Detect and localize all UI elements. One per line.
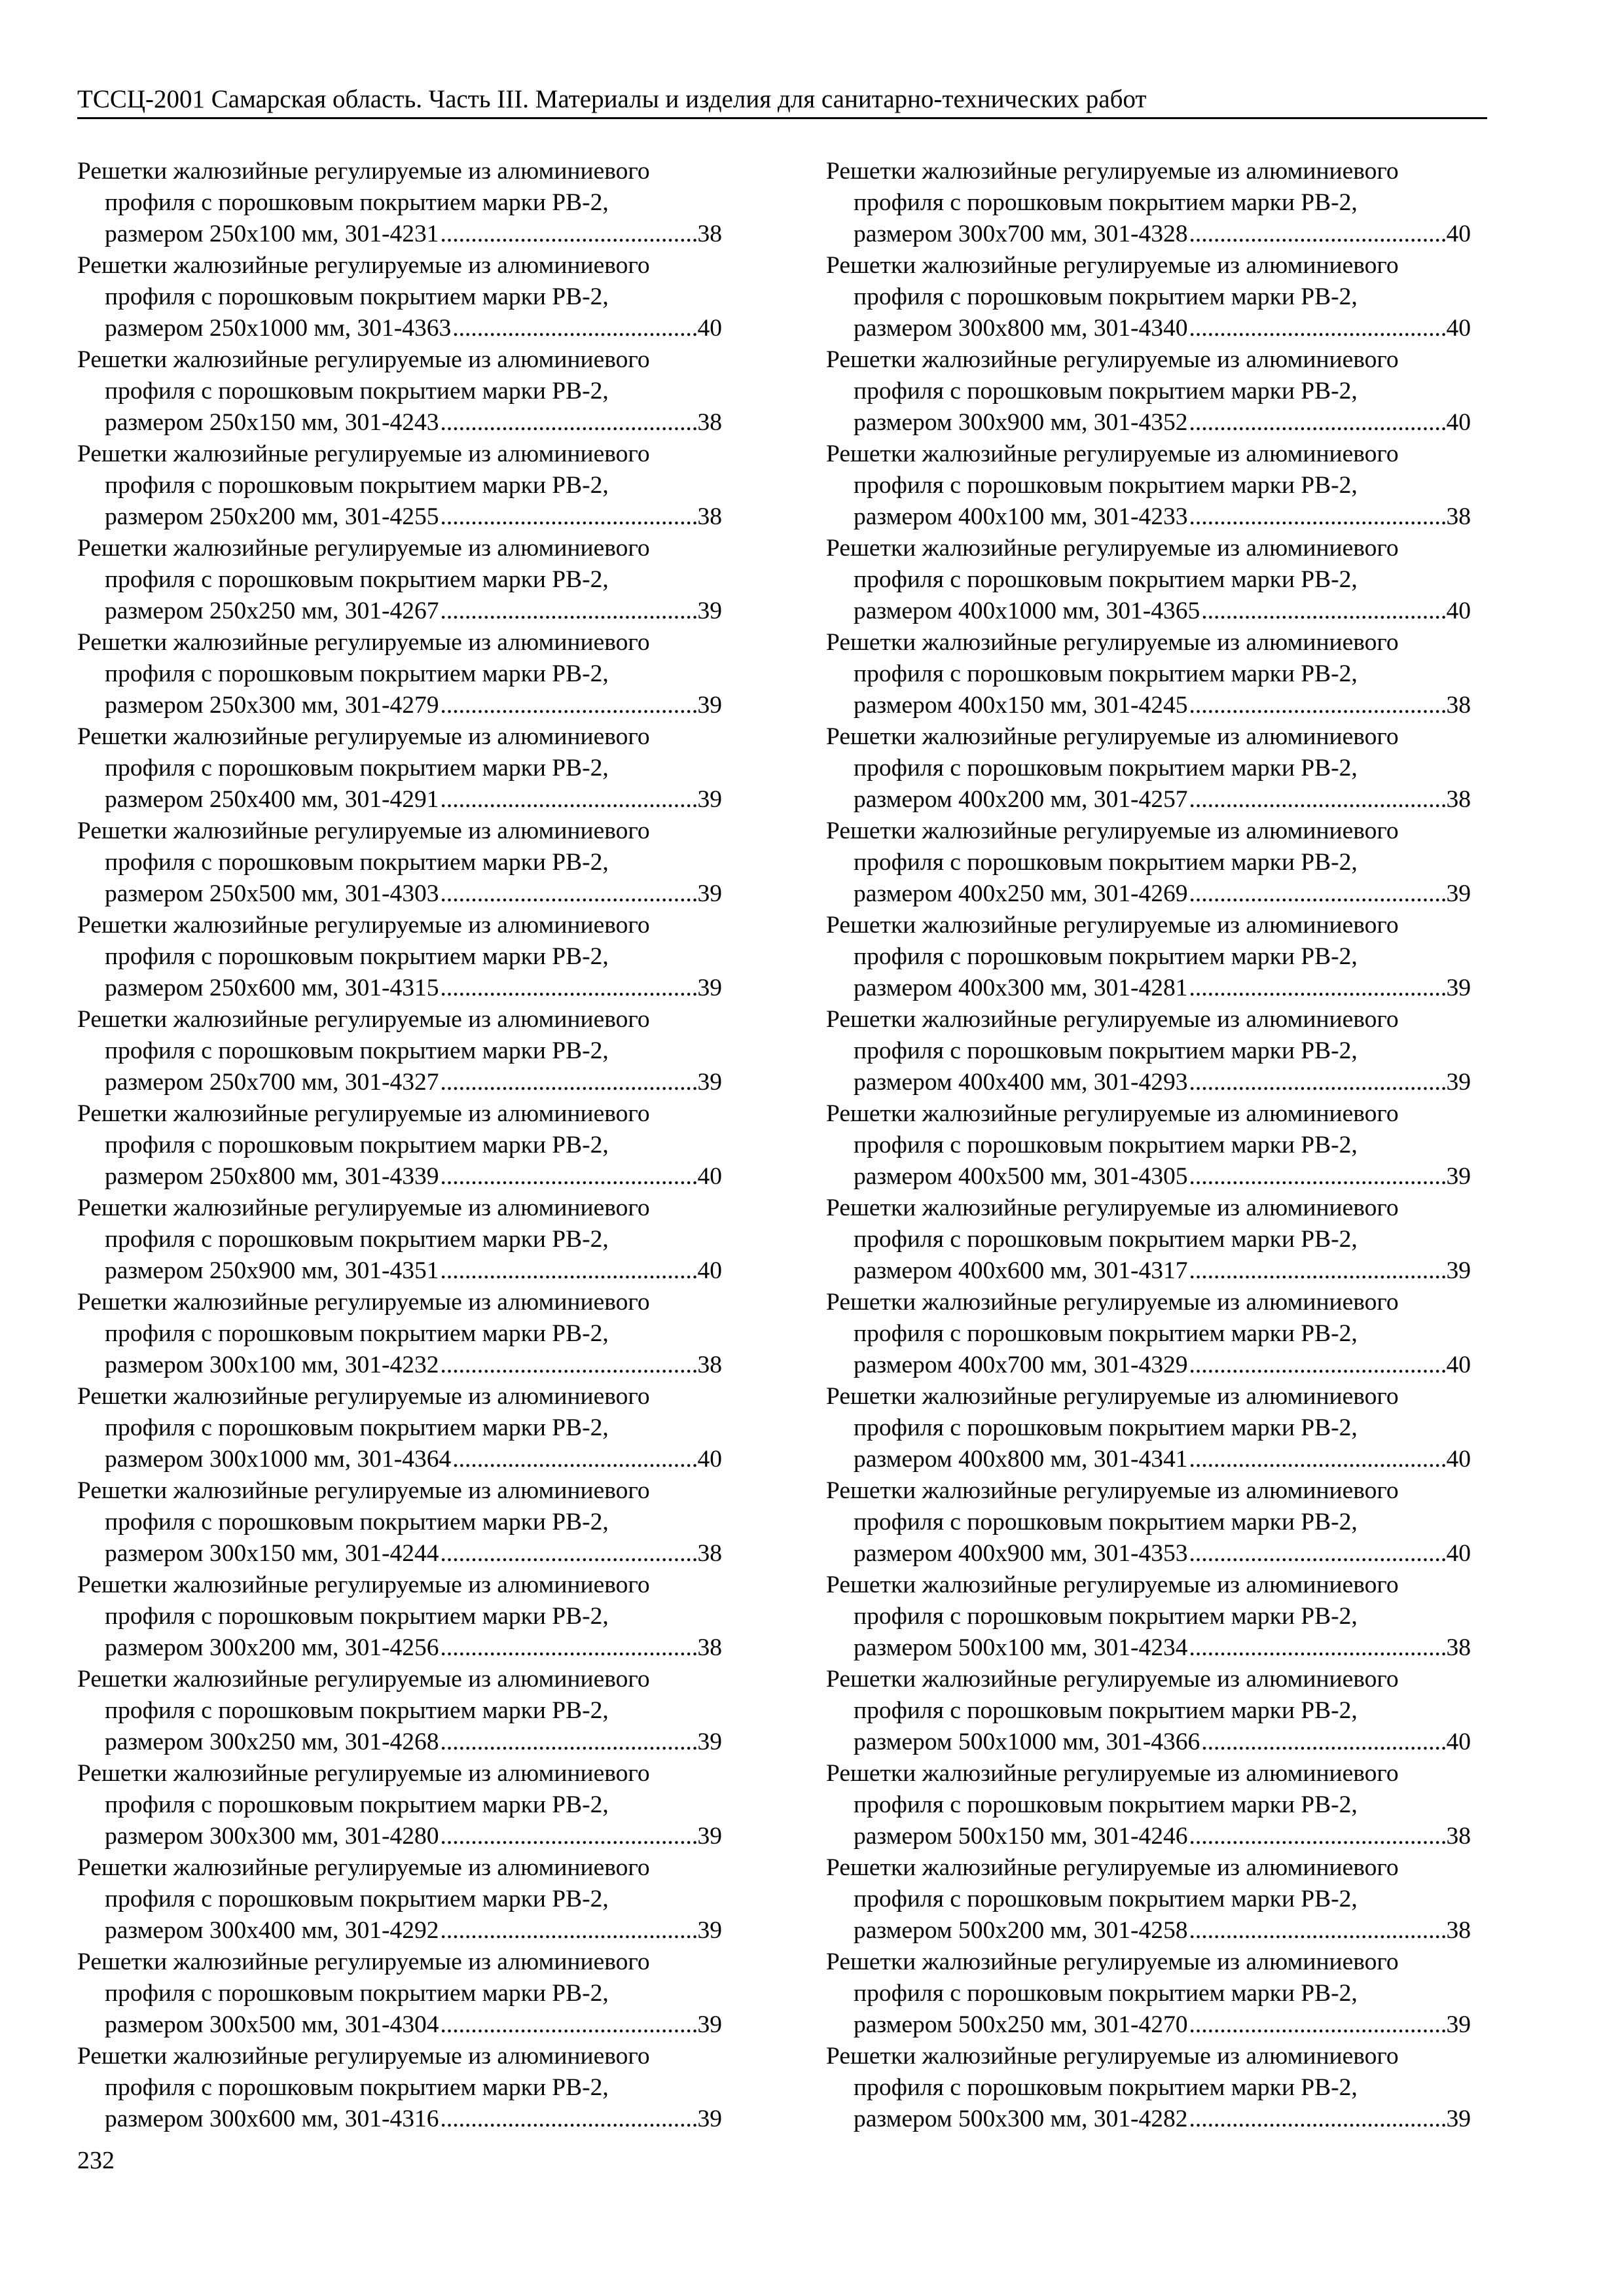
entry-size-code: размером 500х150 мм, 301-4246: [854, 1823, 1188, 1850]
entry-reference-line: [826, 878, 1471, 910]
entry-description-line: профиля с порошковым покрытием марки РВ-2,: [854, 1132, 1358, 1158]
entry-size-code: размером 250х150 мм, 301-4243: [105, 409, 439, 436]
entry-title-line: Решетки жалюзийные регулируемые из алюминиевого: [77, 723, 650, 750]
entry-description-line: профиля с порошковым покрытием марки РВ-2,: [105, 849, 609, 876]
entry-description-line: профиля с порошковым покрытием марки РВ-2,: [105, 1886, 609, 1912]
entry-size-code: размером 400х600 мм, 301-4317: [854, 1257, 1188, 1284]
entry-page-number: 38: [697, 1352, 722, 1378]
entry-page-number: 39: [697, 1069, 722, 1096]
dot-leader: [1189, 1255, 1445, 1287]
entry-reference-line: [77, 407, 722, 439]
entry-title-line: Решетки жалюзийные регулируемые из алюминиевого: [826, 1854, 1399, 1881]
entry-page-number: 40: [1446, 598, 1471, 624]
entry-reference-line: [826, 1067, 1471, 1098]
entry-reference-line: [826, 1255, 1471, 1287]
entry-reference-line: [826, 2104, 1471, 2135]
entry-page-number: 38: [1446, 692, 1471, 719]
entry-size-code: размером 400х1000 мм, 301-4365: [854, 598, 1200, 624]
entry-size-code: размером 300х200 мм, 301-4256: [105, 1634, 439, 1661]
dot-leader: [441, 1821, 696, 1852]
index-entry: [826, 439, 1471, 533]
dot-leader: [441, 1632, 696, 1664]
entry-size-code: размером 300х800 мм, 301-4340: [854, 315, 1188, 342]
dot-leader: [452, 1444, 696, 1475]
entry-title-line: Решетки жалюзийные регулируемые из алюминиевого: [77, 912, 650, 939]
index-entry: [77, 1287, 722, 1381]
entry-description-line: профиля с порошковым покрытием марки РВ-2,: [105, 1414, 609, 1441]
entry-reference-line: [826, 313, 1471, 344]
dot-leader: [441, 407, 696, 439]
entry-description-line: профиля с порошковым покрытием марки РВ-2,: [105, 2074, 609, 2101]
entry-reference-line: [826, 1444, 1471, 1475]
entry-title-line: Решетки жалюзийные регулируемые из алюминиевого: [77, 1666, 650, 1693]
entry-description-line: профиля с порошковым покрытием марки РВ-2,: [105, 378, 609, 404]
index-column-left: [77, 156, 722, 2135]
entry-page-number: 39: [697, 2011, 722, 2038]
entry-description-line: профиля с порошковым покрытием марки РВ-2,: [854, 660, 1358, 687]
entry-page-number: 39: [1446, 2011, 1471, 2038]
entry-page-number: 40: [1446, 1446, 1471, 1473]
entry-reference-line: [77, 596, 722, 627]
entry-description-line: профиля с порошковым покрытием марки РВ-2,: [854, 755, 1358, 781]
dot-leader: [1189, 1915, 1445, 1946]
entry-page-number: 39: [1446, 2106, 1471, 2132]
index-entry: [826, 344, 1471, 439]
entry-title-line: Решетки жалюзийные регулируемые из алюминиевого: [77, 1477, 650, 1504]
entry-title-line: Решетки жалюзийные регулируемые из алюминиевого: [826, 817, 1399, 844]
index-entry: [826, 1946, 1471, 2041]
dot-leader: [1189, 1067, 1445, 1098]
entry-description-line: профиля с порошковым покрытием марки РВ-2,: [854, 189, 1358, 216]
entry-title-line: Решетки жалюзийные регулируемые из алюминиевого: [826, 1477, 1399, 1504]
dot-leader: [1189, 1632, 1445, 1664]
index-entry: [826, 1475, 1471, 1570]
entry-size-code: размером 250х600 мм, 301-4315: [105, 975, 439, 1001]
entry-size-code: размером 400х900 мм, 301-4353: [854, 1540, 1188, 1567]
dot-leader: [452, 313, 696, 344]
entry-title-line: Решетки жалюзийные регулируемые из алюминиевого: [826, 535, 1399, 562]
index-entry: [77, 1852, 722, 1946]
entry-size-code: размером 400х800 мм, 301-4341: [854, 1446, 1188, 1473]
entry-description-line: профиля с порошковым покрытием марки РВ-2,: [105, 1697, 609, 1724]
page-number: 232: [77, 2147, 115, 2174]
entry-title-line: Решетки жалюзийные регулируемые из алюминиевого: [826, 1571, 1399, 1598]
entry-title-line: Решетки жалюзийные регулируемые из алюминиевого: [826, 912, 1399, 939]
entry-title-line: Решетки жалюзийные регулируемые из алюминиевого: [826, 158, 1399, 185]
entry-title-line: Решетки жалюзийные регулируемые из алюминиевого: [77, 252, 650, 279]
entry-page-number: 40: [1446, 409, 1471, 436]
entry-title-line: Решетки жалюзийные регулируемые из алюминиевого: [77, 629, 650, 656]
entry-description-line: профиля с порошковым покрытием марки РВ-2,: [854, 1414, 1358, 1441]
entry-title-line: Решетки жалюзийные регулируемые из алюминиевого: [826, 723, 1399, 750]
entry-title-line: Решетки жалюзийные регулируемые из алюминиевого: [77, 440, 650, 467]
entry-reference-line: [77, 1538, 722, 1570]
index-entry: [77, 156, 722, 250]
entry-title-line: Решетки жалюзийные регулируемые из алюминиевого: [77, 1194, 650, 1221]
dot-leader: [441, 1727, 696, 1758]
entry-reference-line: [826, 596, 1471, 627]
entry-description-line: профиля с порошковым покрытием марки РВ-2,: [854, 1697, 1358, 1724]
entry-size-code: размером 400х200 мм, 301-4257: [854, 786, 1188, 813]
index-entry: [826, 816, 1471, 910]
entry-page-number: 38: [1446, 1823, 1471, 1850]
entry-size-code: размером 500х250 мм, 301-4270: [854, 2011, 1188, 2038]
entry-reference-line: [826, 2009, 1471, 2041]
entry-reference-line: [826, 219, 1471, 250]
entry-description-line: профиля с порошковым покрытием марки РВ-2,: [105, 1320, 609, 1347]
entry-reference-line: [77, 313, 722, 344]
entry-reference-line: [77, 1350, 722, 1381]
index-entry: [77, 1758, 722, 1852]
entry-page-number: 39: [1446, 975, 1471, 1001]
entry-reference-line: [77, 1727, 722, 1758]
index-entry: [77, 1004, 722, 1098]
entry-reference-line: [826, 1727, 1471, 1758]
entry-title-line: Решетки жалюзийные регулируемые из алюминиевого: [77, 1383, 650, 1410]
entry-page-number: 39: [697, 1917, 722, 1944]
dot-leader: [441, 1915, 696, 1946]
entry-title-line: Решетки жалюзийные регулируемые из алюминиевого: [826, 1948, 1399, 1975]
entry-reference-line: [826, 784, 1471, 816]
index-entry: [77, 1381, 722, 1475]
entry-description-line: профиля с порошковым покрытием марки РВ-2,: [854, 378, 1358, 404]
entry-size-code: размером 400х150 мм, 301-4245: [854, 692, 1188, 719]
entry-page-number: 40: [1446, 1540, 1471, 1567]
entry-reference-line: [77, 1255, 722, 1287]
entry-page-number: 38: [1446, 1634, 1471, 1661]
index-entry: [826, 1570, 1471, 1664]
entry-page-number: 40: [697, 1163, 722, 1190]
index-entry: [826, 156, 1471, 250]
entry-page-number: 40: [697, 1257, 722, 1284]
entry-page-number: 39: [697, 975, 722, 1001]
entry-page-number: 39: [697, 786, 722, 813]
entry-size-code: размером 250х400 мм, 301-4291: [105, 786, 439, 813]
entry-page-number: 38: [1446, 503, 1471, 530]
index-entry: [826, 2041, 1471, 2135]
entry-size-code: размером 400х500 мм, 301-4305: [854, 1163, 1188, 1190]
entry-title-line: Решетки жалюзийные регулируемые из алюминиевого: [77, 2043, 650, 2070]
entry-description-line: профиля с порошковым покрытием марки РВ-2,: [854, 1037, 1358, 1064]
entry-description-line: профиля с порошковым покрытием марки РВ-2,: [854, 1226, 1358, 1253]
entry-size-code: размером 300х1000 мм, 301-4364: [105, 1446, 452, 1473]
index-entry: [77, 533, 722, 627]
entry-reference-line: [826, 690, 1471, 721]
entry-description-line: профиля с порошковым покрытием марки РВ-2,: [854, 472, 1358, 499]
index-entry: [826, 910, 1471, 1004]
entry-size-code: размером 300х400 мм, 301-4292: [105, 1917, 439, 1944]
entry-reference-line: [77, 1067, 722, 1098]
entry-size-code: размером 250х700 мм, 301-4327: [105, 1069, 439, 1096]
index-entry: [77, 344, 722, 439]
dot-leader: [441, 1538, 696, 1570]
entry-size-code: размером 300х900 мм, 301-4352: [854, 409, 1188, 436]
dot-leader: [441, 1161, 696, 1193]
dot-leader: [1189, 1538, 1445, 1570]
entry-description-line: профиля с порошковым покрытием марки РВ-2,: [854, 1791, 1358, 1818]
entry-size-code: размером 250х1000 мм, 301-4363: [105, 315, 452, 342]
dot-leader: [1189, 1444, 1445, 1475]
index-entry: [77, 816, 722, 910]
entry-size-code: размером 250х500 мм, 301-4303: [105, 880, 439, 907]
entry-description-line: профиля с порошковым покрытием марки РВ-2,: [854, 283, 1358, 310]
entry-page-number: 39: [1446, 1163, 1471, 1190]
entry-size-code: размером 400х700 мм, 301-4329: [854, 1352, 1188, 1378]
entry-page-number: 38: [697, 503, 722, 530]
entry-size-code: размером 300х300 мм, 301-4280: [105, 1823, 439, 1850]
entry-size-code: размером 300х700 мм, 301-4328: [854, 221, 1188, 247]
entry-title-line: Решетки жалюзийные регулируемые из алюминиевого: [826, 1760, 1399, 1787]
entry-description-line: профиля с порошковым покрытием марки РВ-2,: [854, 566, 1358, 593]
entry-title-line: Решетки жалюзийные регулируемые из алюминиевого: [77, 1100, 650, 1127]
entry-title-line: Решетки жалюзийные регулируемые из алюминиевого: [826, 1289, 1399, 1316]
entry-reference-line: [77, 219, 722, 250]
dot-leader: [441, 1067, 696, 1098]
entry-size-code: размером 500х100 мм, 301-4234: [854, 1634, 1188, 1661]
entry-title-line: Решетки жалюзийные регулируемые из алюминиевого: [77, 1289, 650, 1316]
entry-title-line: Решетки жалюзийные регулируемые из алюминиевого: [77, 535, 650, 562]
dot-leader: [1189, 690, 1445, 721]
entry-reference-line: [77, 690, 722, 721]
entry-page-number: 38: [697, 1634, 722, 1661]
entry-title-line: Решетки жалюзийные регулируемые из алюминиевого: [77, 346, 650, 373]
entry-reference-line: [77, 1632, 722, 1664]
entry-reference-line: [77, 1444, 722, 1475]
index-entry: [77, 250, 722, 344]
dot-leader: [441, 690, 696, 721]
entry-title-line: Решетки жалюзийные регулируемые из алюминиевого: [826, 1194, 1399, 1221]
index-entry: [77, 439, 722, 533]
entry-description-line: профиля с порошковым покрытием марки РВ-2,: [854, 1509, 1358, 1535]
entry-description-line: профиля с порошковым покрытием марки РВ-2,: [105, 1980, 609, 2007]
dot-leader: [441, 219, 696, 250]
entry-description-line: профиля с порошковым покрытием марки РВ-2,: [854, 1603, 1358, 1630]
entry-size-code: размером 300х150 мм, 301-4244: [105, 1540, 439, 1567]
index-entry: [826, 1004, 1471, 1098]
entry-description-line: профиля с порошковым покрытием марки РВ-2,: [105, 755, 609, 781]
entry-description-line: профиля с порошковым покрытием марки РВ-2,: [105, 1509, 609, 1535]
entry-size-code: размером 250х100 мм, 301-4231: [105, 221, 439, 247]
entry-page-number: 39: [1446, 1069, 1471, 1096]
entry-title-line: Решетки жалюзийные регулируемые из алюминиевого: [826, 629, 1399, 656]
entry-description-line: профиля с порошковым покрытием марки РВ-2,: [854, 849, 1358, 876]
index-entry: [826, 627, 1471, 721]
entry-title-line: Решетки жалюзийные регулируемые из алюминиевого: [826, 440, 1399, 467]
entry-page-number: 39: [697, 692, 722, 719]
entry-reference-line: [826, 1821, 1471, 1852]
dot-leader: [441, 1350, 696, 1381]
dot-leader: [1189, 501, 1445, 533]
entry-description-line: профиля с порошковым покрытием марки РВ-2,: [854, 943, 1358, 970]
entry-size-code: размером 300х100 мм, 301-4232: [105, 1352, 439, 1378]
entry-reference-line: [826, 1915, 1471, 1946]
entry-description-line: профиля с порошковым покрытием марки РВ-2,: [105, 1603, 609, 1630]
index-entry: [77, 1098, 722, 1193]
entry-size-code: размером 400х250 мм, 301-4269: [854, 880, 1188, 907]
entry-page-number: 40: [1446, 1729, 1471, 1755]
dot-leader: [441, 2104, 696, 2135]
dot-leader: [1201, 596, 1445, 627]
entry-size-code: размером 250х200 мм, 301-4255: [105, 503, 439, 530]
entry-description-line: профиля с порошковым покрытием марки РВ-2,: [854, 1980, 1358, 2007]
entry-reference-line: [77, 878, 722, 910]
index-entry: [77, 627, 722, 721]
dot-leader: [1189, 1821, 1445, 1852]
entry-description-line: профиля с порошковым покрытием марки РВ-2,: [105, 660, 609, 687]
dot-leader: [441, 596, 696, 627]
dot-leader: [1189, 313, 1445, 344]
entry-reference-line: [77, 1915, 722, 1946]
entry-page-number: 38: [1446, 786, 1471, 813]
entry-title-line: Решетки жалюзийные регулируемые из алюминиевого: [826, 1666, 1399, 1693]
entry-page-number: 39: [697, 1823, 722, 1850]
dot-leader: [441, 878, 696, 910]
entry-size-code: размером 250х800 мм, 301-4339: [105, 1163, 439, 1190]
entry-title-line: Решетки жалюзийные регулируемые из алюминиевого: [826, 252, 1399, 279]
dot-leader: [1201, 1727, 1445, 1758]
index-column-right: [826, 156, 1471, 2135]
entry-size-code: размером 250х300 мм, 301-4279: [105, 692, 439, 719]
index-entry: [826, 1381, 1471, 1475]
entry-reference-line: [77, 973, 722, 1004]
dot-leader: [1189, 2009, 1445, 2041]
entry-title-line: Решетки жалюзийные регулируемые из алюминиевого: [77, 1571, 650, 1598]
entry-page-number: 39: [697, 2106, 722, 2132]
dot-leader: [441, 2009, 696, 2041]
entry-title-line: Решетки жалюзийные регулируемые из алюминиевого: [77, 1854, 650, 1881]
entry-page-number: 39: [697, 880, 722, 907]
entry-page-number: 39: [697, 598, 722, 624]
index-entry: [77, 1946, 722, 2041]
entry-size-code: размером 400х300 мм, 301-4281: [854, 975, 1188, 1001]
entry-title-line: Решетки жалюзийные регулируемые из алюминиевого: [826, 1383, 1399, 1410]
entry-title-line: Решетки жалюзийные регулируемые из алюминиевого: [77, 1006, 650, 1033]
entry-title-line: Решетки жалюзийные регулируемые из алюминиевого: [77, 158, 650, 185]
entry-description-line: профиля с порошковым покрытием марки РВ-2,: [105, 1037, 609, 1064]
entry-description-line: профиля с порошковым покрытием марки РВ-2,: [105, 283, 609, 310]
dot-leader: [1189, 2104, 1445, 2135]
entry-size-code: размером 250х250 мм, 301-4267: [105, 598, 439, 624]
entry-reference-line: [77, 1821, 722, 1852]
entry-size-code: размером 400х100 мм, 301-4233: [854, 503, 1188, 530]
entry-reference-line: [826, 501, 1471, 533]
entry-page-number: 39: [697, 1729, 722, 1755]
index-entry: [77, 721, 722, 816]
entry-page-number: 40: [1446, 1352, 1471, 1378]
index-entry: [826, 1287, 1471, 1381]
entry-reference-line: [826, 1350, 1471, 1381]
index-entry: [77, 910, 722, 1004]
dot-leader: [1189, 407, 1445, 439]
entry-reference-line: [77, 2009, 722, 2041]
entry-page-number: 39: [1446, 1257, 1471, 1284]
entry-reference-line: [826, 973, 1471, 1004]
dot-leader: [441, 1255, 696, 1287]
entry-page-number: 40: [697, 315, 722, 342]
index-entry: [826, 1664, 1471, 1758]
entry-reference-line: [77, 2104, 722, 2135]
entry-title-line: Решетки жалюзийные регулируемые из алюминиевого: [826, 1006, 1399, 1033]
dot-leader: [441, 973, 696, 1004]
entry-reference-line: [826, 1538, 1471, 1570]
entry-page-number: 40: [1446, 315, 1471, 342]
index-entry: [826, 1193, 1471, 1287]
index-entry: [826, 1758, 1471, 1852]
dot-leader: [1189, 219, 1445, 250]
entry-title-line: Решетки жалюзийные регулируемые из алюминиевого: [77, 1760, 650, 1787]
entry-page-number: 38: [697, 409, 722, 436]
entry-title-line: Решетки жалюзийные регулируемые из алюминиевого: [826, 1100, 1399, 1127]
entry-description-line: профиля с порошковым покрытием марки РВ-2,: [854, 1886, 1358, 1912]
entry-title-line: Решетки жалюзийные регулируемые из алюминиевого: [77, 817, 650, 844]
entry-size-code: размером 250х900 мм, 301-4351: [105, 1257, 439, 1284]
entry-description-line: профиля с порошковым покрытием марки РВ-2,: [105, 189, 609, 216]
entry-description-line: профиля с порошковым покрытием марки РВ-2,: [854, 2074, 1358, 2101]
index-entry: [77, 2041, 722, 2135]
index-entry: [826, 1852, 1471, 1946]
entry-description-line: профиля с порошковым покрытием марки РВ-2,: [105, 1132, 609, 1158]
entry-description-line: профиля с порошковым покрытием марки РВ-2,: [105, 566, 609, 593]
page-header-title: ТССЦ-2001 Самарская область. Часть III. Материалы и изделия для санитарно-технических работ: [77, 85, 1147, 113]
index-entry: [77, 1193, 722, 1287]
entry-page-number: 40: [1446, 221, 1471, 247]
entry-size-code: размером 500х1000 мм, 301-4366: [854, 1729, 1200, 1755]
index-entry: [826, 533, 1471, 627]
index-entry: [77, 1664, 722, 1758]
dot-leader: [1189, 878, 1445, 910]
entry-title-line: Решетки жалюзийные регулируемые из алюминиевого: [77, 1948, 650, 1975]
entry-reference-line: [826, 1632, 1471, 1664]
entry-description-line: профиля с порошковым покрытием марки РВ-2,: [105, 1226, 609, 1253]
dot-leader: [1189, 973, 1445, 1004]
entry-reference-line: [826, 1161, 1471, 1193]
index-entry: [826, 1098, 1471, 1193]
dot-leader: [441, 784, 696, 816]
entry-title-line: Решетки жалюзийные регулируемые из алюминиевого: [826, 2043, 1399, 2070]
entry-reference-line: [826, 407, 1471, 439]
index-entry: [77, 1570, 722, 1664]
index-entry: [77, 1475, 722, 1570]
entry-size-code: размером 500х300 мм, 301-4282: [854, 2106, 1188, 2132]
entry-size-code: размером 300х250 мм, 301-4268: [105, 1729, 439, 1755]
entry-page-number: 39: [1446, 880, 1471, 907]
entry-size-code: размером 300х500 мм, 301-4304: [105, 2011, 439, 2038]
entry-size-code: размером 300х600 мм, 301-4316: [105, 2106, 439, 2132]
entry-description-line: профиля с порошковым покрытием марки РВ-2,: [105, 472, 609, 499]
entry-size-code: размером 500х200 мм, 301-4258: [854, 1917, 1188, 1944]
entry-description-line: профиля с порошковым покрытием марки РВ-2,: [105, 943, 609, 970]
index-entry: [826, 250, 1471, 344]
entry-reference-line: [77, 784, 722, 816]
header-divider: [77, 117, 1487, 119]
dot-leader: [1189, 784, 1445, 816]
entry-page-number: 38: [697, 1540, 722, 1567]
index-entry: [826, 721, 1471, 816]
entry-page-number: 40: [697, 1446, 722, 1473]
dot-leader: [441, 501, 696, 533]
entry-reference-line: [77, 501, 722, 533]
entry-page-number: 38: [1446, 1917, 1471, 1944]
entry-description-line: профиля с порошковым покрытием марки РВ-2,: [854, 1320, 1358, 1347]
entry-size-code: размером 400х400 мм, 301-4293: [854, 1069, 1188, 1096]
dot-leader: [1189, 1350, 1445, 1381]
entry-page-number: 38: [697, 221, 722, 247]
entry-description-line: профиля с порошковым покрытием марки РВ-2,: [105, 1791, 609, 1818]
dot-leader: [1189, 1161, 1445, 1193]
entry-reference-line: [77, 1161, 722, 1193]
entry-title-line: Решетки жалюзийные регулируемые из алюминиевого: [826, 346, 1399, 373]
